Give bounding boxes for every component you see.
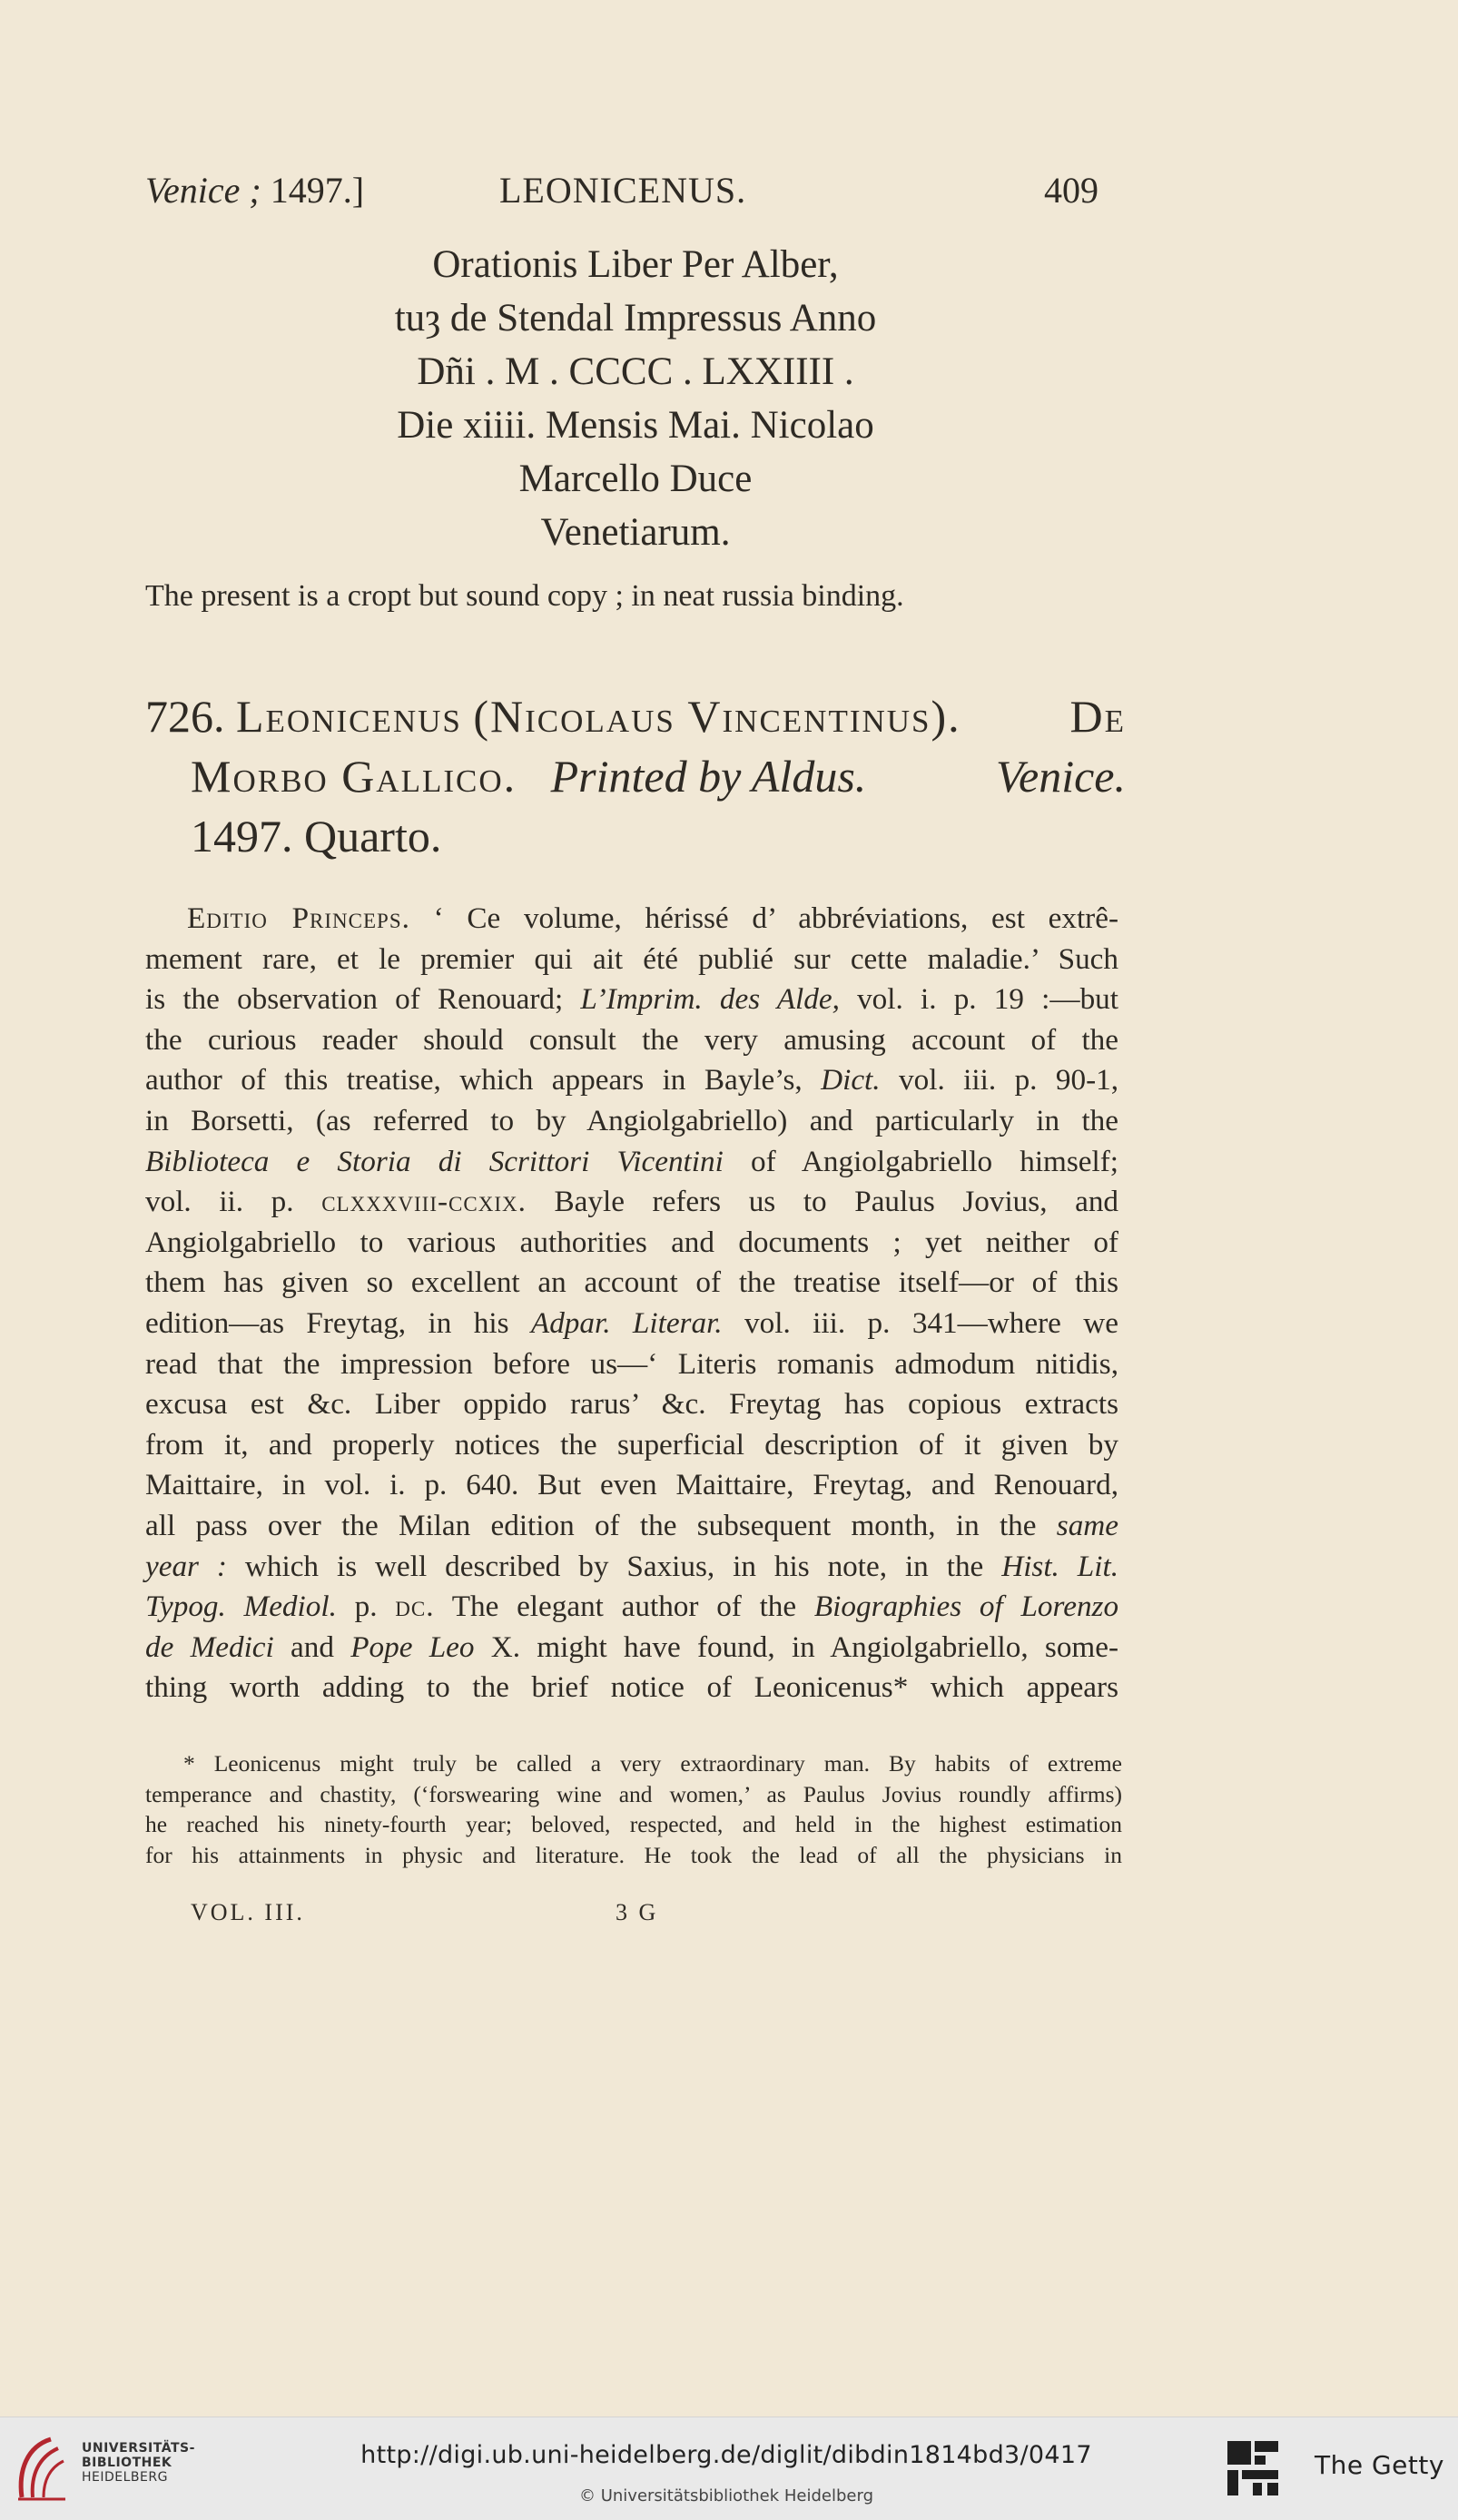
colophon-line: Orationis Liber Per Alber, <box>432 243 839 286</box>
text-line: thing worth adding to the brief notice of Leonicenus* which appears <box>145 1670 1118 1705</box>
italic-span: L’Imprim. des Alde, <box>580 982 840 1017</box>
entry-title: Morbo Gallico. <box>191 751 517 802</box>
italic-span: Hist. Lit. <box>1001 1549 1118 1583</box>
text-line: mement rare, et le premier qui ait été publié sur cette maladie.’ Such <box>145 941 1118 976</box>
italic-span: same <box>1056 1508 1118 1542</box>
entry-printer: Printed by Aldus. <box>550 751 867 802</box>
colophon-line: Venetiarum. <box>540 511 731 554</box>
running-header <box>145 169 1098 223</box>
text-line: from it, and properly notices the superficial description of it given by <box>145 1427 1118 1462</box>
text-span: author of this treatise, which appears in Bayle’s, <box>145 1063 803 1098</box>
entry-year: 1497. <box>191 811 293 861</box>
university-seal-icon[interactable] <box>15 2434 69 2505</box>
header-place: Venice ; <box>145 170 261 211</box>
university-name[interactable] <box>82 2441 195 2485</box>
text-line <box>145 1142 1118 1183</box>
header-year: 1497.] <box>270 170 365 211</box>
text-span: vol. iii. p. 341—where we <box>744 1305 1119 1340</box>
running-title: LEONICENUS. <box>499 170 747 211</box>
entry-heading <box>145 686 1126 866</box>
text-span: p. <box>354 1590 378 1624</box>
italic-span: Biographies of Lorenzo <box>813 1590 1119 1624</box>
italic-span: Adpar. Literar. <box>530 1305 723 1340</box>
volume-signature: VOL. III. <box>191 1899 305 1925</box>
copyright-notice: © Universitätsbibliothek Heidelberg <box>578 2486 873 2505</box>
text-span: vol. ii. p. <box>145 1185 294 1219</box>
page-number: 409 <box>1044 170 1098 211</box>
editio-princeps-label: Editio Princeps. <box>187 901 410 935</box>
text-line <box>145 1060 1118 1101</box>
text-line <box>145 1547 1118 1588</box>
footnote-line: he reached his ninety-fourth year; beloved, respected, and held in the highest estimation <box>145 1811 1122 1837</box>
text-line: Maittaire, in vol. i. p. 640. But even Maittaire, Freytag, and Renouard, <box>145 1468 1118 1502</box>
viewer-footer <box>0 2417 1458 2520</box>
text-span: vol. i. p. 19 :—but <box>857 982 1118 1017</box>
text-span: vol. iii. p. 90-1, <box>899 1063 1119 1098</box>
text-line <box>145 1304 1118 1344</box>
permalink-url[interactable]: http://digi.ub.uni-heidelberg.de/diglit/dibdin1814bd3/0417 <box>360 2441 1092 2469</box>
university-name-line: BIBLIOTHEK <box>82 2456 172 2470</box>
text-line <box>145 979 1118 1020</box>
italic-span: de Medici <box>145 1629 274 1664</box>
entry-place: Venice. <box>996 751 1126 802</box>
copy-note: The present is a cropt but sound copy ; in neat russia binding. <box>145 579 904 613</box>
colophon-line: tuȝ de Stendal Impressus Anno <box>394 297 877 340</box>
text-span: Bayle refers us to Paulus Jovius, and <box>554 1185 1119 1219</box>
footnote-line: * Leonicenus might truly be called a very extraordinary man. By habits of extreme <box>183 1750 1122 1777</box>
text-line: excusa est &c. Liber oppido rarus’ &c. Freytag has copious extracts <box>145 1387 1118 1422</box>
getty-logo-icon[interactable] <box>1226 2437 1280 2501</box>
text-line <box>145 1587 1118 1628</box>
text-line: in Borsetti, (as referred to by Angiolgabriello) and particularly in the <box>145 1103 1118 1137</box>
text-span: of Angiolgabriello himself; <box>750 1144 1118 1178</box>
text-line <box>145 1628 1118 1669</box>
colophon-line: Marcello Duce <box>518 458 753 500</box>
text-line: the curious reader should consult the very amusing account of the <box>145 1022 1118 1057</box>
colophon-block <box>272 238 999 559</box>
text-span: X. might have found, in Angiolgabriello, some- <box>490 1629 1119 1664</box>
entry-number: 726. <box>145 691 225 742</box>
colophon-line: Dñi . M . CCCC . LXXIIII . <box>417 350 854 393</box>
text-span: The elegant author of the <box>451 1590 797 1624</box>
text-line: them has given so excellent an account of the treatise itself—or of this <box>145 1265 1118 1300</box>
body-paragraph <box>145 899 1118 1708</box>
university-name-line: HEIDELBERG <box>82 2470 168 2485</box>
entry-title-de: De <box>1069 691 1126 742</box>
university-name-line: UNIVERSITÄTS- <box>82 2441 195 2456</box>
text-span: all pass over the Milan edition of the subsequent month, in the <box>145 1508 1037 1542</box>
entry-author-full: (Nicolaus Vincentinus). <box>473 691 961 742</box>
smallcaps-span: clxxxviii-ccxix. <box>321 1185 527 1219</box>
footnote-line: for his attainments in physic and literature. He took the lead of all the physicians in <box>145 1841 1122 1868</box>
colophon-line: Die xiiii. Mensis Mai. Nicolao <box>397 404 874 447</box>
italic-span: Pope Leo <box>350 1629 475 1664</box>
text-span: ‘ Ce volume, hérissé d’ abbréviations, est extrê- <box>433 901 1118 935</box>
gathering-mark: 3 G <box>616 1899 659 1925</box>
footnote-line: temperance and chastity, (‘forswearing wine and women,’ as Paulus Jovius roundly affirms) <box>145 1780 1122 1807</box>
italic-span: Typog. Mediol. <box>145 1590 337 1624</box>
text-span: is the observation of Renouard; <box>145 982 564 1017</box>
entry-author: Leonicenus <box>236 691 462 742</box>
text-span: which is well described by Saxius, in his note, in the <box>244 1549 984 1583</box>
text-span: edition—as Freytag, in his <box>145 1305 509 1340</box>
text-line <box>145 1182 1118 1223</box>
text-span: and <box>291 1629 334 1664</box>
smallcaps-span: dc. <box>395 1590 435 1624</box>
header-place-year <box>145 169 364 212</box>
text-line: read that the impression before us—‘ Literis romanis admodum nitidis, <box>145 1346 1118 1381</box>
italic-span: year : <box>145 1549 227 1583</box>
text-line <box>145 1506 1118 1547</box>
sponsor-name[interactable]: The Getty <box>1315 2450 1444 2480</box>
text-line <box>145 899 1118 940</box>
footnote <box>145 1748 1122 1870</box>
entry-format: Quarto. <box>304 811 442 861</box>
italic-span: Biblioteca e Storia di Scrittori Vicentini <box>145 1144 724 1178</box>
text-line: Angiolgabriello to various authorities and documents ; yet neither of <box>145 1225 1118 1259</box>
italic-span: Dict. <box>821 1063 881 1098</box>
